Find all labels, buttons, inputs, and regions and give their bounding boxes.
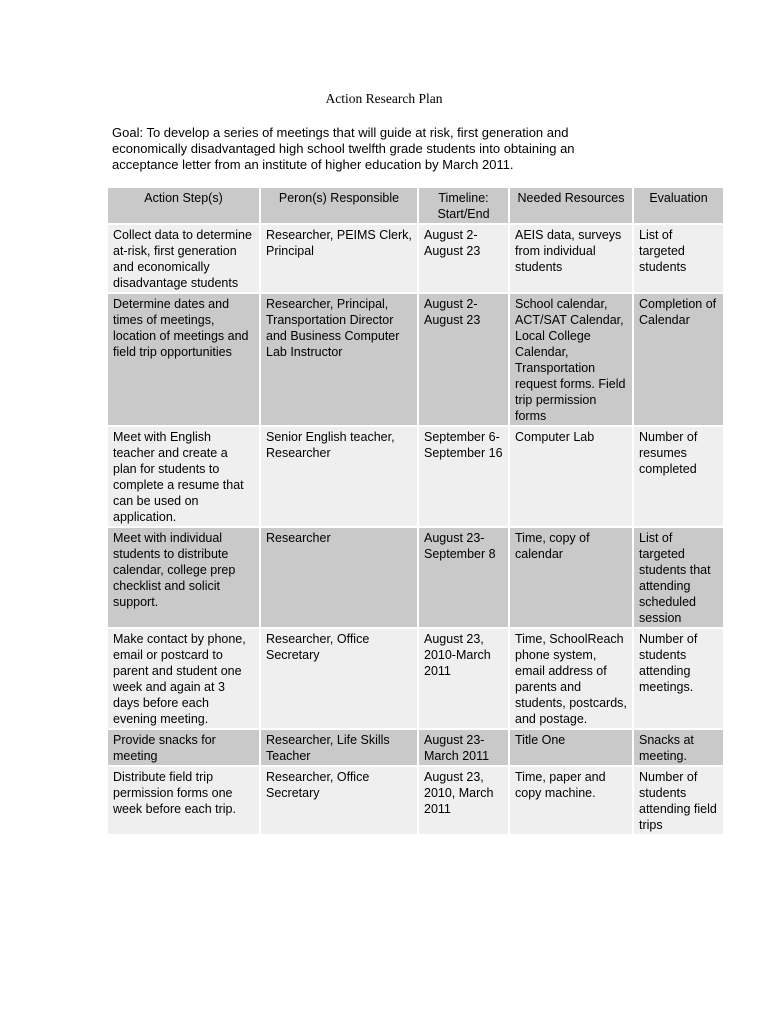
table-row [108,427,723,526]
cell-responsible: Senior English teacher, Researcher [261,427,417,526]
cell-timeline: August 2-August 23 [419,225,508,292]
cell-evaluation: Number of students attending field trips [634,767,723,834]
cell-evaluation: Number of resumes completed [634,427,723,526]
goal-text: To develop a series of meetings that will guide at risk, first generation and economically disadvantaged high school twelfth grade students into obtaining an acceptance letter from an institute of higher education by March 2011. [112,125,575,172]
cell-timeline: August 23-September 8 [419,528,508,627]
cell-action-step: Provide snacks for meeting [108,730,259,765]
cell-action-step: Meet with individual students to distribute calendar, college prep checklist and solicit support. [108,528,259,627]
cell-responsible: Researcher, PEIMS Clerk, Principal [261,225,417,292]
table-row [108,294,723,425]
cell-evaluation: Completion of Calendar [634,294,723,425]
table-row [108,730,723,765]
cell-action-step: Make contact by phone, email or postcard to parent and student one week and again at 3 days before each evening meeting. [108,629,259,728]
goal-statement [112,125,622,173]
cell-resources: School calendar, ACT/SAT Calendar, Local College Calendar, Transportation request forms. Field trip permission forms [510,294,632,425]
cell-resources: AEIS data, surveys from individual students [510,225,632,292]
cell-evaluation: List of targeted students that attending scheduled session [634,528,723,627]
goal-label: Goal: [112,125,144,140]
cell-timeline: August 23-March 2011 [419,730,508,765]
table-row [108,767,723,834]
table-row [108,225,723,292]
table-row [108,629,723,728]
cell-responsible: Researcher, Life Skills Teacher [261,730,417,765]
cell-timeline: August 23, 2010, March 2011 [419,767,508,834]
cell-responsible: Researcher [261,528,417,627]
header-persons-responsible: Peron(s) Responsible [261,188,417,223]
cell-responsible: Researcher, Office Secretary [261,767,417,834]
cell-timeline: August 23, 2010-March 2011 [419,629,508,728]
cell-action-step: Meet with English teacher and create a plan for students to complete a resume that can be used on application. [108,427,259,526]
cell-responsible: Researcher, Principal, Transportation Director and Business Computer Lab Instructor [261,294,417,425]
header-evaluation: Evaluation [634,188,723,223]
cell-timeline: August 2-August 23 [419,294,508,425]
cell-resources: Time, copy of calendar [510,528,632,627]
header-needed-resources: Needed Resources [510,188,632,223]
table-header-row [108,188,723,223]
document-title: Action Research Plan [325,91,443,106]
cell-action-step: Determine dates and times of meetings, location of meetings and field trip opportunities [108,294,259,425]
cell-evaluation: Snacks at meeting. [634,730,723,765]
cell-evaluation: List of targeted students [634,225,723,292]
cell-timeline: September 6-September 16 [419,427,508,526]
cell-responsible: Researcher, Office Secretary [261,629,417,728]
cell-resources: Computer Lab [510,427,632,526]
cell-resources: Time, SchoolReach phone system, email address of parents and students, postcards, and postage. [510,629,632,728]
cell-action-step: Collect data to determine at-risk, first generation and economically disadvantage students [108,225,259,292]
action-plan-table [106,186,725,836]
header-action-steps: Action Step(s) [108,188,259,223]
table-row [108,528,723,627]
cell-action-step: Distribute field trip permission forms one week before each trip. [108,767,259,834]
header-timeline: Timeline: Start/End [419,188,508,223]
cell-resources: Title One [510,730,632,765]
cell-resources: Time, paper and copy machine. [510,767,632,834]
cell-evaluation: Number of students attending meetings. [634,629,723,728]
